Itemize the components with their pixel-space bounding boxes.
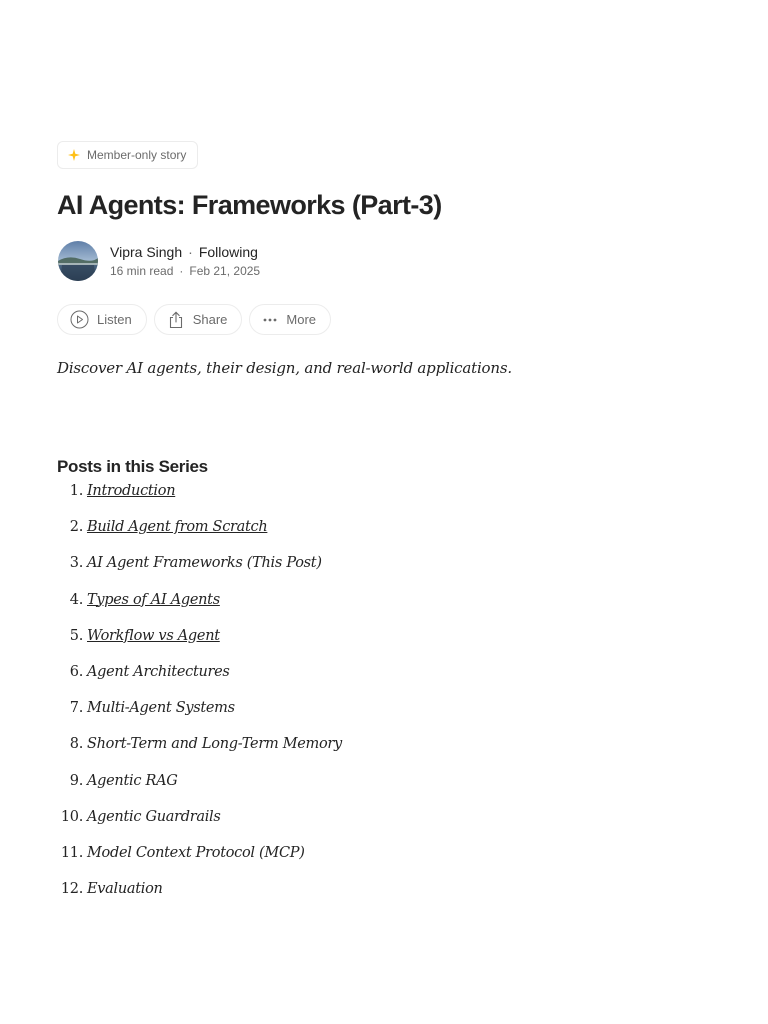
list-number: 1 .	[57, 483, 83, 499]
list-number: 3 .	[57, 555, 83, 571]
author-name[interactable]: Vipra Singh	[110, 244, 183, 260]
series-list-item[interactable]	[57, 519, 707, 555]
series-list-item	[57, 845, 707, 881]
series-post-title: AI Agent Frameworks (This Post)	[87, 555, 322, 572]
list-number: 11 .	[57, 845, 83, 861]
member-only-badge	[57, 141, 198, 169]
series-list-item[interactable]	[57, 592, 707, 628]
series-post-title: Agentic RAG	[87, 772, 178, 789]
series-list-item	[57, 773, 707, 809]
list-number: 7 .	[57, 700, 83, 716]
series-post-link[interactable]: Types of AI Agents	[87, 591, 220, 608]
list-number: 6 .	[57, 664, 83, 680]
sparkle-icon	[68, 149, 80, 161]
badge-label: Member-only story	[87, 148, 187, 162]
series-list-item	[57, 881, 707, 917]
more-button[interactable]	[249, 304, 331, 335]
list-number: 5 .	[57, 628, 83, 644]
article-title: AI Agents: Frameworks (Part-3)	[57, 190, 442, 220]
article-subtitle: Discover AI agents, their design, and real-world applications.	[57, 359, 512, 377]
listen-button[interactable]	[57, 304, 147, 335]
series-list-item[interactable]	[57, 628, 707, 664]
series-list	[57, 483, 707, 917]
list-number: 9 .	[57, 773, 83, 789]
list-number: 12 .	[57, 881, 83, 897]
separator-dot: ·	[179, 264, 184, 278]
series-list-item	[57, 809, 707, 845]
series-post-link[interactable]: Workflow vs Agent	[87, 627, 220, 644]
share-label: Share	[192, 312, 228, 327]
series-post-title: Agentic Guardrails	[87, 808, 221, 825]
series-post-link[interactable]: Introduction	[87, 483, 176, 499]
series-post-title: Short-Term and Long-Term Memory	[87, 736, 342, 753]
more-label: More	[286, 312, 317, 327]
action-bar	[57, 304, 707, 335]
series-list-item	[57, 555, 707, 591]
article	[57, 141, 707, 917]
list-number: 10 .	[57, 809, 83, 825]
read-time: 16 min read	[110, 264, 174, 278]
share-icon	[167, 311, 185, 329]
avatar-image	[58, 241, 98, 281]
share-button[interactable]	[154, 304, 243, 335]
series-post-title: Model Context Protocol (MCP)	[87, 844, 305, 861]
play-icon	[70, 310, 89, 329]
author-block	[57, 241, 707, 281]
list-number: 4 .	[57, 592, 83, 608]
more-dots-icon	[262, 312, 278, 328]
separator-dot: ·	[188, 244, 193, 260]
series-post-title: Evaluation	[87, 881, 163, 898]
series-list-item	[57, 736, 707, 772]
listen-label: Listen	[97, 312, 132, 327]
series-list-item	[57, 664, 707, 700]
list-number: 8 .	[57, 736, 83, 752]
series-post-link[interactable]: Build Agent from Scratch	[87, 519, 268, 536]
series-post-title: Multi-Agent Systems	[87, 700, 235, 717]
list-number: 2 .	[57, 519, 83, 535]
series-list-item[interactable]	[57, 483, 707, 519]
publish-date: Feb 21, 2025	[189, 264, 261, 278]
series-list-item	[57, 700, 707, 736]
series-heading: Posts in this Series	[57, 457, 208, 476]
follow-button[interactable]: Following	[198, 244, 258, 260]
series-post-title: Agent Architectures	[87, 663, 230, 680]
author-avatar[interactable]	[58, 241, 98, 281]
author-meta	[110, 243, 260, 279]
